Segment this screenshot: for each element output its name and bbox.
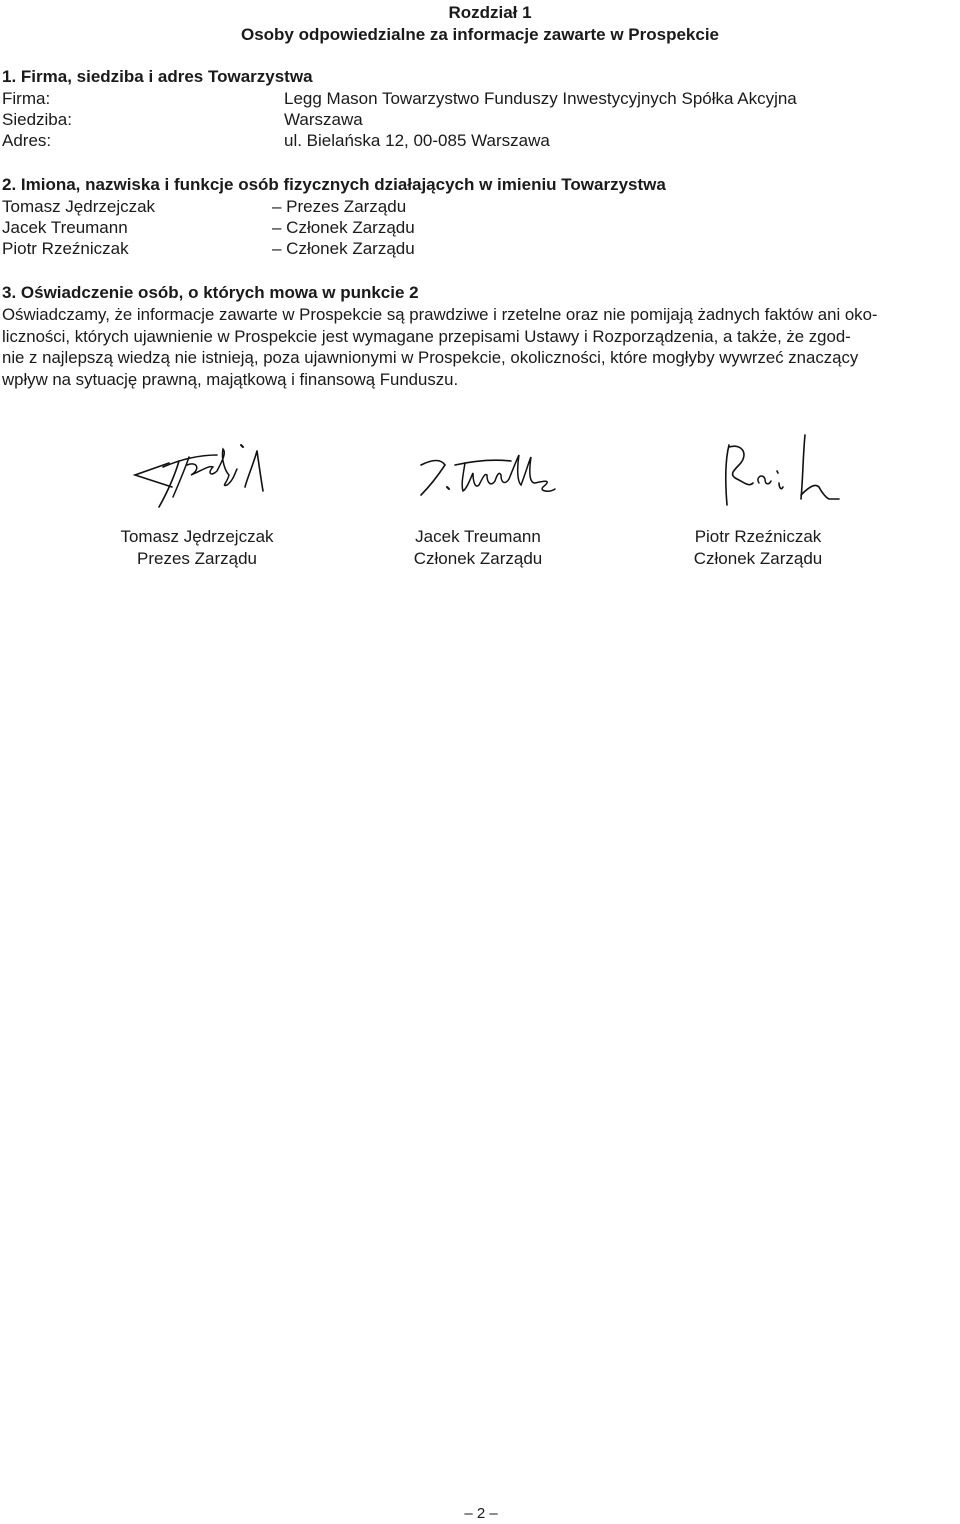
company-name-label: Firma:: [2, 89, 51, 108]
statement-line: wpływ na sytuację prawną, majątkową i finansową Funduszu.: [2, 369, 459, 389]
board-member-function: – Członek Zarządu: [272, 239, 415, 258]
chapter-header: [0, 2, 960, 46]
company-name-row: [2, 88, 958, 109]
signature-block: [628, 425, 888, 568]
statement-line: liczności, których ujawnienie w Prospekcie jest wymagane przepisami Ustawy i Rozporządzenia, a także, że zgod-: [2, 326, 851, 346]
signature-block: [348, 425, 608, 568]
board-member-row: [2, 217, 958, 238]
board-member-row: [2, 238, 958, 259]
company-address-row: [2, 130, 958, 151]
section-company-info: [2, 66, 958, 151]
company-seat-row: [2, 109, 958, 130]
signatory-name: Piotr Rzeźniczak: [694, 527, 822, 546]
company-seat-value: Warszawa: [284, 110, 363, 129]
statement-line: nie z najlepszą wiedzą nie istnieją, poza ujawnionymi w Prospekcie, okoliczności, które mogłyby wywrzeć znaczący: [2, 348, 859, 368]
signatory-role: Prezes Zarządu: [137, 549, 257, 568]
board-member-name: Piotr Rzeźniczak: [2, 239, 129, 258]
signatory-role: Członek Zarządu: [693, 549, 823, 568]
signature-block: [67, 425, 327, 568]
signatures-block: [0, 425, 960, 575]
section-2-heading: 2. Imiona, nazwiska i funkcje osób fizycznych działających w imieniu Towarzystwa: [2, 175, 666, 194]
chapter-title: Osoby odpowiedzialne za informacje zawarte w Prospekcie: [240, 25, 720, 44]
handwritten-signature-rzezniczak: [673, 425, 843, 515]
board-member-name: Tomasz Jędrzejczak: [2, 197, 156, 216]
company-name-value: Legg Mason Towarzystwo Funduszy Inwestycyjnych Spółka Akcyjna: [284, 89, 797, 108]
company-seat-label: Siedziba:: [2, 110, 72, 129]
signatory-role: Członek Zarządu: [413, 549, 543, 568]
handwritten-signature-treumann: [393, 425, 563, 515]
company-address-value: ul. Bielańska 12, 00-085 Warszawa: [284, 131, 550, 150]
signatory-name: Tomasz Jędrzejczak: [120, 527, 274, 546]
board-member-row: [2, 196, 958, 217]
section-1-heading: 1. Firma, siedziba i adres Towarzystwa: [2, 67, 313, 86]
signatory-name: Jacek Treumann: [415, 527, 541, 546]
board-member-name: Jacek Treumann: [2, 218, 128, 237]
page-number: – 2 –: [464, 1505, 498, 1522]
section-board-members: [2, 174, 958, 259]
board-member-function: – Członek Zarządu: [272, 218, 415, 237]
chapter-number: Rozdział 1: [448, 3, 532, 22]
board-member-function: – Prezes Zarządu: [272, 197, 407, 216]
section-3-heading: 3. Oświadczenie osób, o których mowa w punkcie 2: [2, 283, 419, 302]
company-address-label: Adres:: [2, 131, 52, 150]
section-statement: [2, 282, 958, 390]
statement-text: [2, 304, 958, 390]
handwritten-signature-jedrzejczak: [117, 425, 277, 515]
statement-line: Oświadczamy, że informacje zawarte w Prospekcie są prawdziwe i rzetelne oraz nie pomijają żadnych faktów ani oko-: [2, 305, 878, 324]
